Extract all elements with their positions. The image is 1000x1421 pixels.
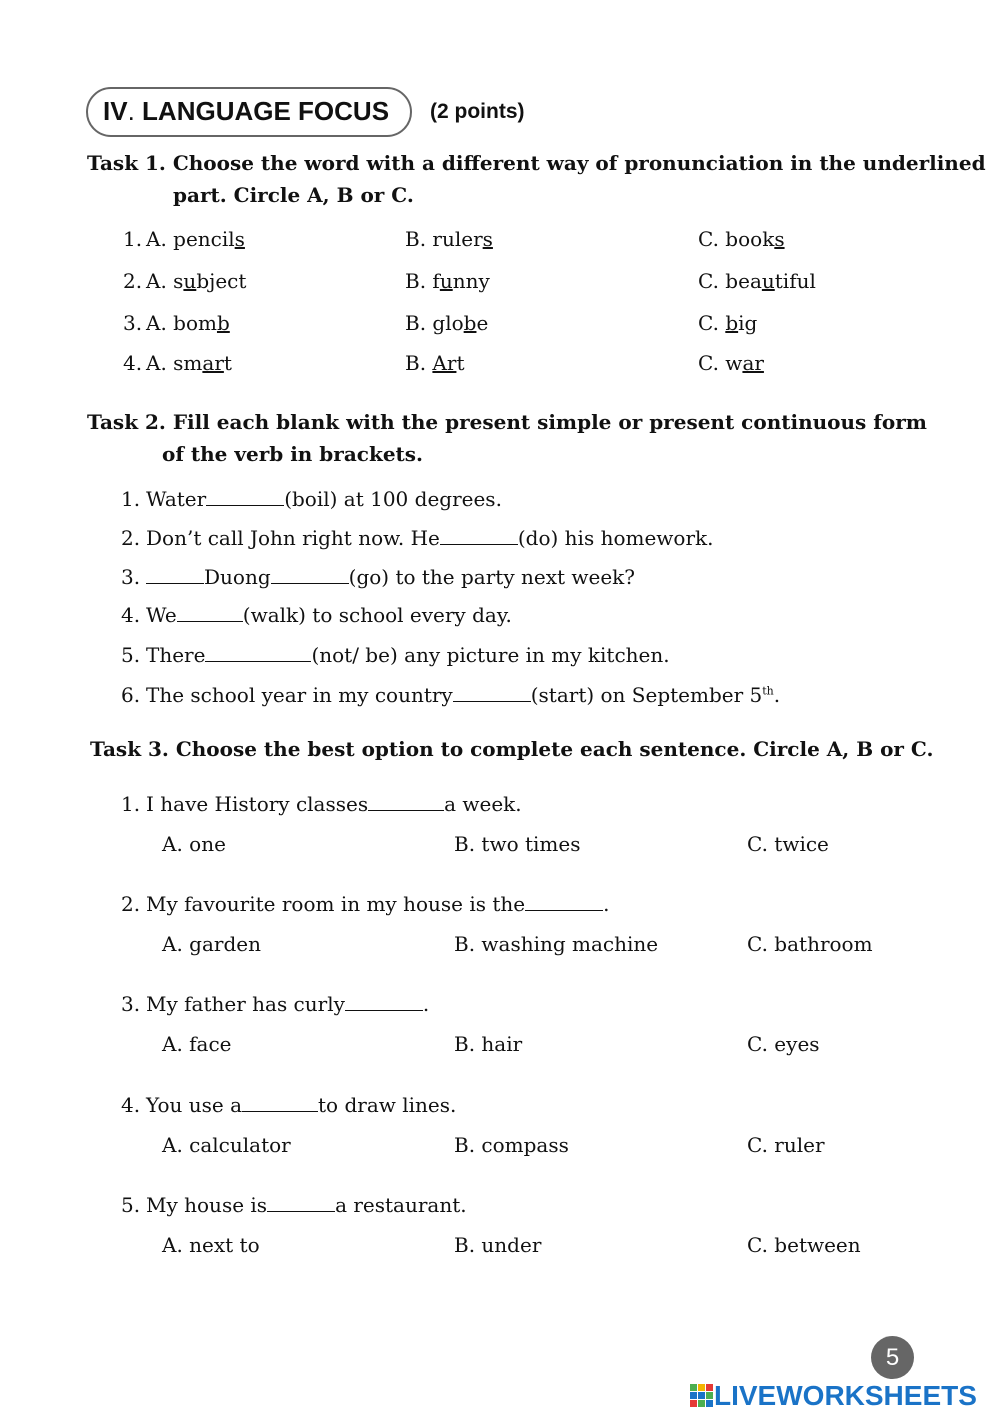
task2-sentence <box>146 565 635 589</box>
section-points: (2 points) <box>430 100 525 123</box>
sentence-part: Don’t call John right now. He <box>146 526 440 550</box>
sentence-part: Duong <box>204 565 271 589</box>
task3-option-c[interactable]: C. ruler <box>747 1133 825 1157</box>
task2-item-number: 4. <box>121 603 141 627</box>
option-text: C. <box>698 311 726 335</box>
task1-option-c[interactable] <box>698 269 816 293</box>
task3-option-b[interactable]: B. compass <box>454 1133 569 1157</box>
answer-blank[interactable] <box>453 683 531 702</box>
question-part: a restaurant. <box>335 1193 467 1217</box>
task3-option-b[interactable]: B. washing machine <box>454 932 659 956</box>
option-text-end: e <box>476 311 489 335</box>
sentence-part: Water <box>146 487 207 511</box>
task3-question <box>146 792 522 816</box>
underlined-part: u <box>183 269 197 293</box>
task1-option-a[interactable] <box>146 269 246 293</box>
sentence-end: . <box>773 683 781 707</box>
task2-sentence <box>146 643 670 667</box>
question-part: My favourite room in my house is the <box>146 892 526 916</box>
task2-item-number: 2. <box>121 526 141 550</box>
liveworksheets-logo-icon <box>690 1384 714 1408</box>
sentence-part: (not/ be) any picture in my kitchen. <box>311 643 670 667</box>
option-text: A. pencil <box>146 227 235 251</box>
underlined-part: b <box>463 311 477 335</box>
question-part: a week. <box>444 792 522 816</box>
task1-option-c[interactable] <box>698 311 757 335</box>
answer-blank[interactable] <box>440 526 518 545</box>
task1-option-c[interactable] <box>698 351 764 375</box>
option-text: B. <box>405 351 433 375</box>
question-part: . <box>603 892 610 916</box>
option-text: B. glo <box>405 311 464 335</box>
superscript: th <box>762 684 774 698</box>
task2-item-number: 1. <box>121 487 141 511</box>
task3-option-a[interactable]: A. garden <box>162 932 261 956</box>
task1-title-line1: Task 1. Choose the word with a different way of pronunciation in the underlined <box>87 151 986 175</box>
question-part: I have History classes <box>146 792 369 816</box>
task3-option-c[interactable]: C. twice <box>747 832 829 856</box>
task2-sentence <box>146 603 512 627</box>
option-text: C. w <box>698 351 743 375</box>
sentence-part: (walk) to school every day. <box>242 603 512 627</box>
underlined-part: b <box>216 311 230 335</box>
task2-title-line1: Task 2. Fill each blank with the present simple or present continuous form <box>87 410 927 434</box>
sentence-part: (go) to the party next week? <box>348 565 635 589</box>
answer-blank[interactable] <box>368 792 444 811</box>
sentence-part: (boil) at 100 degrees. <box>284 487 502 511</box>
underlined-part: s <box>774 227 785 251</box>
task2-sentence <box>146 526 713 550</box>
underlined-part: ar <box>742 351 764 375</box>
underlined-part: b <box>725 311 739 335</box>
task1-option-b[interactable] <box>405 351 464 375</box>
option-text-end: nny <box>452 269 490 293</box>
task1-option-b[interactable] <box>405 311 488 335</box>
task3-question-number: 2. <box>121 892 141 916</box>
task3-option-b[interactable]: B. under <box>454 1233 542 1257</box>
task2-item-number: 6. <box>121 683 141 707</box>
task1-title-line2: part. Circle A, B or C. <box>173 183 414 207</box>
task3-question-number: 5. <box>121 1193 141 1217</box>
liveworksheets-brand: LIVEWORKSHEETS <box>714 1380 977 1411</box>
underlined-part: ar <box>202 351 224 375</box>
task2-item-number: 5. <box>121 643 141 667</box>
task3-option-a[interactable]: A. face <box>162 1032 232 1056</box>
option-text: B. f <box>405 269 440 293</box>
option-text-end: bject <box>196 269 247 293</box>
task3-title: Task 3. Choose the best option to complete each sentence. Circle A, B or C. <box>90 737 934 761</box>
option-text: C. book <box>698 227 775 251</box>
answer-blank[interactable] <box>267 1193 335 1212</box>
task3-option-b[interactable]: B. two times <box>454 832 581 856</box>
underlined-part: Ar <box>432 351 457 375</box>
task2-title-line2: of the verb in brackets. <box>162 442 424 466</box>
task3-question <box>146 1093 456 1117</box>
page-number: 5 <box>871 1336 914 1379</box>
task3-question-number: 3. <box>121 992 141 1016</box>
task1-option-b[interactable] <box>405 227 493 251</box>
task1-item-number: 4. <box>123 351 143 375</box>
task1-option-b[interactable] <box>405 269 490 293</box>
question-part: My father has curly <box>146 992 345 1016</box>
underlined-part: u <box>439 269 453 293</box>
answer-blank[interactable] <box>242 1093 318 1112</box>
option-text-end: t <box>223 351 232 375</box>
task1-item-number: 3. <box>123 311 143 335</box>
option-text-end: ig <box>738 311 758 335</box>
option-text: A. bom <box>146 311 217 335</box>
task3-option-c[interactable]: C. bathroom <box>747 932 873 956</box>
sentence-part: The school year in my country <box>146 683 453 707</box>
answer-blank[interactable] <box>146 565 204 584</box>
answer-blank[interactable] <box>271 565 349 584</box>
question-part: You use a <box>146 1093 243 1117</box>
option-text: C. bea <box>698 269 762 293</box>
option-text-end: tiful <box>774 269 816 293</box>
question-part: . <box>422 992 430 1016</box>
task2-sentence <box>146 487 502 511</box>
option-text: B. ruler <box>405 227 483 251</box>
sentence-part: We <box>146 603 177 627</box>
task3-question <box>146 1193 467 1217</box>
task1-option-a[interactable] <box>146 311 230 335</box>
option-text: A. s <box>146 269 184 293</box>
task3-option-c[interactable]: C. between <box>747 1233 861 1257</box>
question-part: to draw lines. <box>318 1093 457 1117</box>
task1-option-a[interactable] <box>146 227 245 251</box>
underlined-part: u <box>761 269 775 293</box>
task3-option-a[interactable]: A. calculator <box>162 1133 291 1157</box>
task3-question <box>146 992 429 1016</box>
task3-option-a[interactable]: A. next to <box>162 1233 260 1257</box>
answer-blank[interactable] <box>525 892 603 911</box>
sentence-part: (do) his homework. <box>517 526 714 550</box>
option-text: A. sm <box>146 351 203 375</box>
question-part: My house is <box>146 1193 268 1217</box>
sentence-part: There <box>146 643 206 667</box>
task2-item-number: 3. <box>121 565 141 589</box>
task1-item-number: 1. <box>123 227 143 251</box>
option-text-end: t <box>456 351 465 375</box>
section-title: IV. LANGUAGE FOCUS <box>103 96 390 126</box>
task1-item-number: 2. <box>123 269 143 293</box>
task2-sentence <box>146 683 780 707</box>
answer-blank[interactable] <box>345 992 423 1011</box>
answer-blank[interactable] <box>177 603 243 622</box>
underlined-part: s <box>234 227 245 251</box>
task3-option-c[interactable]: C. eyes <box>747 1032 820 1056</box>
task3-option-b[interactable]: B. hair <box>454 1032 523 1056</box>
task3-option-a[interactable]: A. one <box>162 832 226 856</box>
underlined-part: s <box>482 227 493 251</box>
liveworksheets-logo <box>690 1380 977 1412</box>
task3-question-number: 1. <box>121 792 141 816</box>
sentence-part: (start) on September 5 <box>530 683 763 707</box>
task3-question <box>146 892 609 916</box>
answer-blank[interactable] <box>205 643 311 662</box>
task3-question-number: 4. <box>121 1093 141 1117</box>
answer-blank[interactable] <box>206 487 284 506</box>
task1-option-c[interactable] <box>698 227 785 251</box>
task1-option-a[interactable] <box>146 351 232 375</box>
